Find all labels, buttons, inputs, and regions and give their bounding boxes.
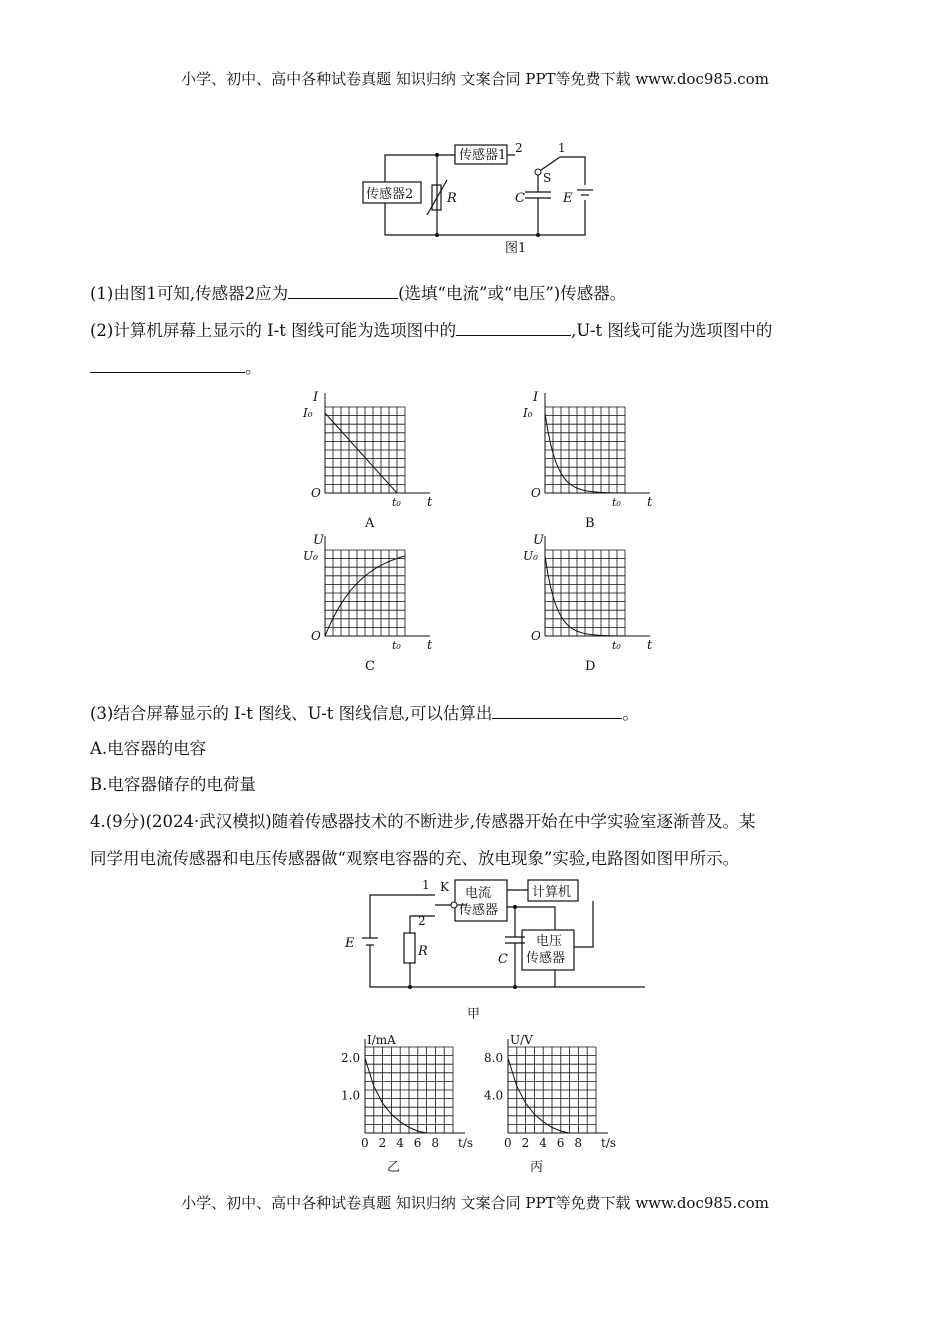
origin-label: O — [531, 486, 541, 500]
question-3: (3)结合屏幕显示的 I-t 图线、U-t 图线信息,可以估算出 。 — [90, 704, 639, 723]
origin-label: O — [311, 629, 321, 643]
grid — [545, 550, 625, 636]
chart-caption: 丙 — [530, 1160, 544, 1175]
x-axis-label: t/s — [601, 1136, 617, 1150]
t0-label: t₀ — [392, 496, 401, 509]
t0-label: t₀ — [612, 639, 621, 652]
question-1: (1)由图1可知,传感器2应为 (选填“电流”或“电压”)传感器。 — [90, 284, 627, 303]
x-tick-label: 2 — [521, 1136, 530, 1150]
grid — [325, 550, 405, 636]
x-tick-label: 4 — [539, 1136, 547, 1150]
option-graph-B — [515, 385, 675, 535]
y-axis-label: U — [533, 533, 544, 548]
question-4-line2: 同学用电流传感器和电压传感器做“观察电容器的充、放电现象”实验,电路图如图甲所示。 — [90, 849, 740, 868]
current-sensor-label-2: 传感器 — [459, 903, 499, 918]
grid — [325, 407, 405, 493]
option-graph-C — [295, 528, 455, 678]
origin-label: O — [311, 486, 321, 500]
y-axis-label: I — [533, 390, 539, 405]
computer-label: 计算机 — [532, 885, 572, 900]
current-sensor-label: 电流 — [465, 886, 492, 901]
option-b: B.电容器储存的电荷量 — [90, 775, 256, 794]
option-label: B — [585, 516, 595, 531]
terminal-1: 1 — [422, 878, 430, 892]
y-tick-label: 4.0 — [484, 1088, 504, 1103]
page-header: 小学、初中、高中各种试卷真题 知识归纳 文案合同 PPT等免费下载 www.doc985.com — [181, 70, 769, 88]
t0-label: t₀ — [392, 639, 401, 652]
x-axis-label: t — [427, 638, 433, 653]
battery-label: E — [563, 191, 573, 206]
y-axis-label: U/V — [510, 1033, 533, 1047]
y-axis-label: I — [313, 390, 319, 405]
capacitor-label: C — [498, 952, 508, 967]
grid — [545, 407, 625, 493]
x-tick-label: 0 — [504, 1136, 512, 1150]
x-axis-label: t/s — [458, 1136, 474, 1150]
t0-label: t₀ — [612, 496, 621, 509]
y-axis-label: U — [313, 533, 324, 548]
x-tick-label: 6 — [413, 1136, 422, 1150]
x-tick-label: 4 — [396, 1136, 404, 1150]
option-label: D — [585, 659, 596, 674]
option-graph-D — [515, 528, 675, 678]
chart-1 — [478, 1032, 618, 1177]
voltage-sensor-label-2: 传感器 — [526, 951, 566, 966]
battery-label: E — [345, 936, 355, 951]
x-tick-label: 6 — [556, 1136, 565, 1150]
x-tick-label: 8 — [574, 1136, 583, 1150]
chart-0 — [335, 1032, 475, 1177]
capacitor-label: C — [515, 191, 525, 206]
switch-k-label: K — [440, 880, 449, 894]
chart-caption: 乙 — [387, 1160, 401, 1175]
question-4-line1: 4.(9分)(2024·武汉模拟)随着传感器技术的不断进步,传感器开始在中学实验室逐渐普及。某 — [90, 812, 756, 831]
terminal-1: 1 — [558, 141, 566, 155]
y-tick-label: 1.0 — [341, 1088, 361, 1103]
x-tick-label: 0 — [361, 1136, 369, 1150]
option-graph-A — [295, 385, 455, 535]
sensor-1-label: 传感器1 — [459, 148, 507, 163]
switch-label: S — [543, 171, 552, 185]
option-label: C — [365, 659, 375, 674]
x-axis-label: t — [427, 495, 433, 510]
x-tick-label: 8 — [431, 1136, 440, 1150]
figure-jia-circuit — [340, 875, 620, 1025]
y0-label: U₀ — [523, 549, 538, 563]
curve — [325, 413, 397, 493]
y0-label: I₀ — [523, 406, 533, 420]
grid — [508, 1047, 596, 1133]
data-line — [365, 1058, 427, 1133]
question-2: (2)计算机屏幕上显示的 I-t 图线可能为选项图中的 ,U-t 图线可能为选项图中的 — [90, 321, 773, 340]
x-axis-label: t — [647, 638, 653, 653]
resistor-label: R — [418, 944, 428, 959]
option-a: A.电容器的电容 — [90, 739, 207, 758]
figure-caption: 甲 — [467, 1007, 481, 1022]
y0-label: I₀ — [303, 406, 313, 420]
page-footer: 小学、初中、高中各种试卷真题 知识归纳 文案合同 PPT等免费下载 www.doc985.com — [181, 1194, 769, 1212]
option-label: A — [365, 516, 375, 531]
data-line — [508, 1058, 570, 1133]
grid — [365, 1047, 453, 1133]
figure-caption: 图1 — [505, 241, 527, 256]
y-tick-label: 2.0 — [341, 1051, 361, 1066]
y-tick-label: 8.0 — [484, 1051, 504, 1066]
resistor-label: R — [447, 191, 457, 206]
voltage-sensor-label: 电压 — [536, 934, 563, 949]
y-axis-label: I/mA — [367, 1033, 396, 1047]
figure-1-circuit — [355, 140, 595, 260]
question-2-cont: 。 — [90, 354, 262, 378]
origin-label: O — [531, 629, 541, 643]
y0-label: U₀ — [303, 549, 318, 563]
x-tick-label: 2 — [378, 1136, 387, 1150]
x-axis-label: t — [647, 495, 653, 510]
terminal-2: 2 — [515, 141, 523, 155]
terminal-2: 2 — [418, 914, 426, 928]
sensor-2-label: 传感器2 — [366, 187, 414, 202]
